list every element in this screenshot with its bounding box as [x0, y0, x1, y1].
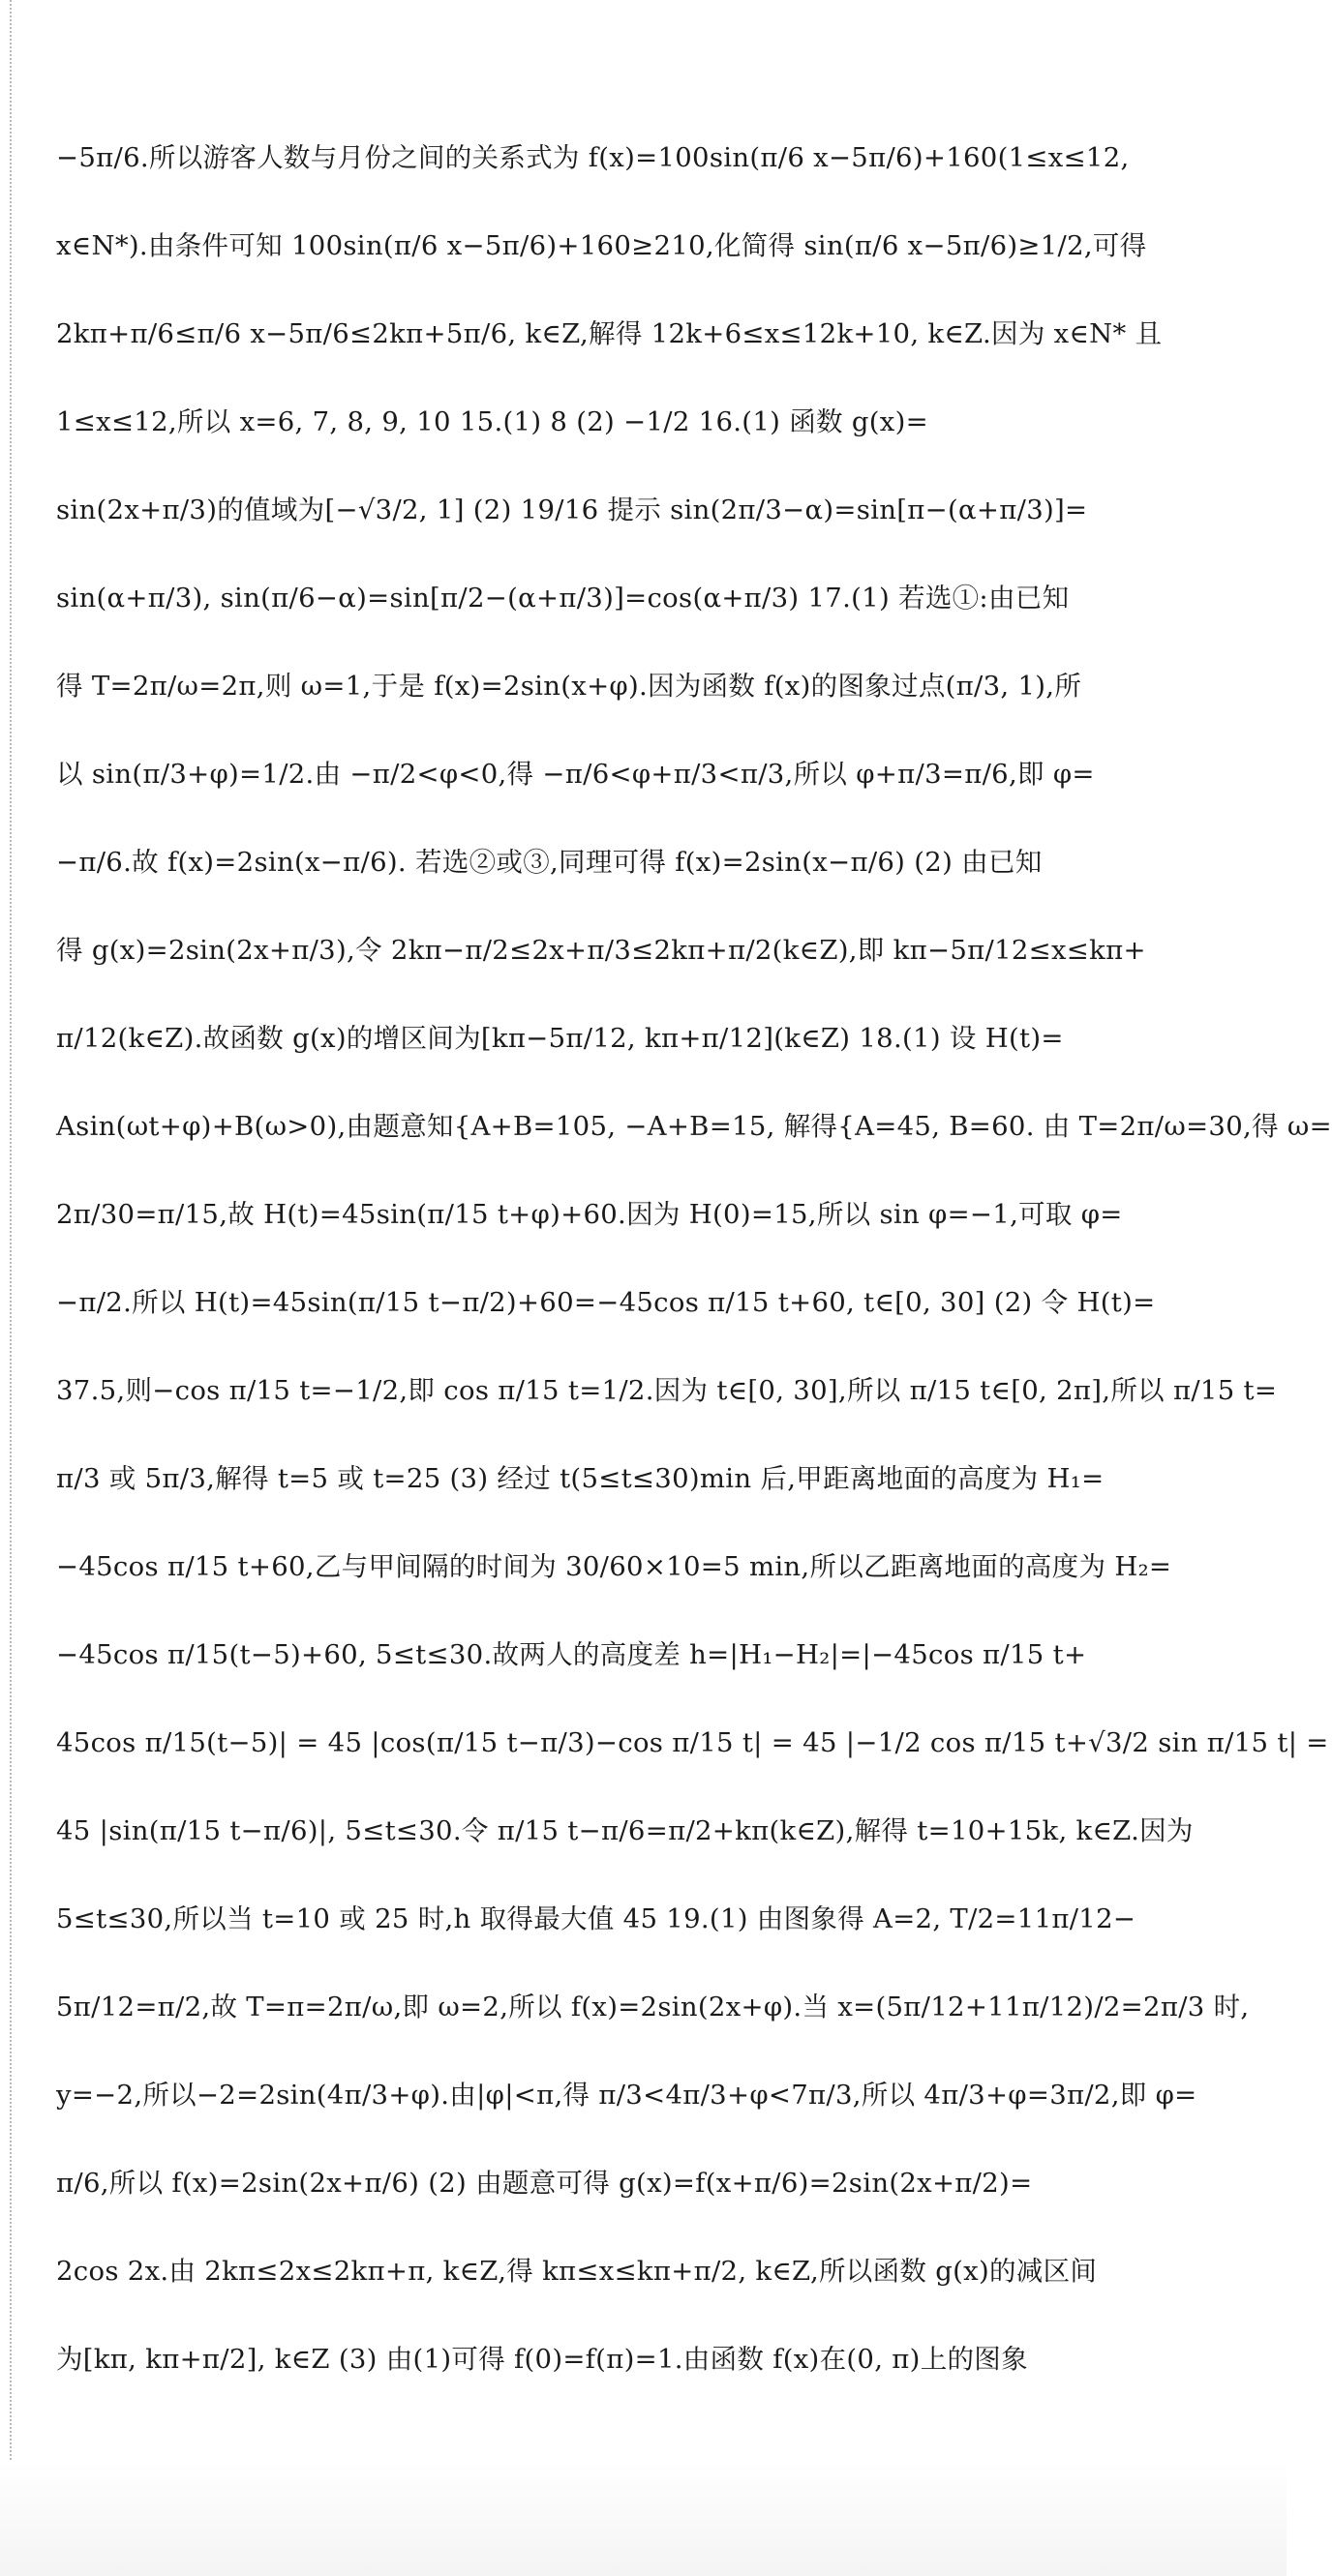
text-line: −45cos π/15 t+60,乙与甲间隔的时间为 30/60×10=5 min,所以乙距离地面的高度为 H₂= [56, 1550, 1172, 1582]
text-line: 以 sin(π/3+φ)=1/2.由 −π/2<φ<0,得 −π/6<φ+π/3<π/3,所以 φ+π/3=π/6,即 φ= [56, 758, 1095, 790]
text-line: −π/6.故 f(x)=2sin(x−π/6). 若选②或③,同理可得 f(x)=2sin(x−π/6) (2) 由已知 [56, 846, 1043, 878]
text-line: −5π/6.所以游客人数与月份之间的关系式为 f(x)=100sin(π/6 x−5π/6)+160(1≤x≤12, [56, 141, 1130, 173]
text-line: −45cos π/15(t−5)+60, 5≤t≤30.故两人的高度差 h=|H₁−H₂|=|−45cos π/15 t+ [56, 1638, 1087, 1670]
text-line: 5π/12=π/2,故 T=π=2π/ω,即 ω=2,所以 f(x)=2sin(2x+φ).当 x=(5π/12+11π/12)/2=2π/3 时, [56, 1991, 1250, 2022]
page-bottom-shade [0, 2460, 1287, 2576]
text-line: sin(2x+π/3)的值域为[−√3/2, 1] (2) 19/16 提示 sin(2π/3−α)=sin[π−(α+π/3)]= [56, 494, 1088, 525]
text-line: y=−2,所以−2=2sin(4π/3+φ).由|φ|<π,得 π/3<4π/3+φ<7π/3,所以 4π/3+φ=3π/2,即 φ= [56, 2079, 1197, 2111]
text-line: 45cos π/15(t−5)| = 45 |cos(π/15 t−π/3)−cos π/15 t| = 45 |−1/2 cos π/15 t+√3/2 sin π/15 t| = [56, 1726, 1329, 1758]
text-line: −π/2.所以 H(t)=45sin(π/15 t−π/2)+60=−45cos π/15 t+60, t∈[0, 30] (2) 令 H(t)= [56, 1286, 1156, 1318]
text-line: 5≤t≤30,所以当 t=10 或 25 时,h 取得最大值 45 19.(1) 由图象得 A=2, T/2=11π/12− [56, 1902, 1136, 1934]
text-line: π/12(k∈Z).故函数 g(x)的增区间为[kπ−5π/12, kπ+π/12](k∈Z) 18.(1) 设 H(t)= [56, 1022, 1064, 1054]
text-line: 得 T=2π/ω=2π,则 ω=1,于是 f(x)=2sin(x+φ).因为函数 f(x)的图象过点(π/3, 1),所 [56, 670, 1082, 702]
text-line: 2kπ+π/6≤π/6 x−5π/6≤2kπ+5π/6, k∈Z,解得 12k+6≤x≤12k+10, k∈Z.因为 x∈N* 且 [56, 317, 1163, 349]
answer-text-body [56, 114, 1332, 2404]
binding-margin-line [10, 0, 12, 2576]
text-line: 2cos 2x.由 2kπ≤2x≤2kπ+π, k∈Z,得 kπ≤x≤kπ+π/2, k∈Z,所以函数 g(x)的减区间 [56, 2255, 1098, 2287]
text-line: 2π/30=π/15,故 H(t)=45sin(π/15 t+φ)+60.因为 H(0)=15,所以 sin φ=−1,可取 φ= [56, 1198, 1123, 1230]
text-line: 45 |sin(π/15 t−π/6)|, 5≤t≤30.令 π/15 t−π/6=π/2+kπ(k∈Z),解得 t=10+15k, k∈Z.因为 [56, 1814, 1194, 1846]
text-line: π/3 或 5π/3,解得 t=5 或 t=25 (3) 经过 t(5≤t≤30)min 后,甲距离地面的高度为 H₁= [56, 1462, 1105, 1494]
text-line: 37.5,则−cos π/15 t=−1/2,即 cos π/15 t=1/2.因为 t∈[0, 30],所以 π/15 t∈[0, 2π],所以 π/15 t= [56, 1374, 1278, 1406]
text-line: 得 g(x)=2sin(2x+π/3),令 2kπ−π/2≤2x+π/3≤2kπ+π/2(k∈Z),即 kπ−5π/12≤x≤kπ+ [56, 934, 1146, 966]
text-line: sin(α+π/3), sin(π/6−α)=sin[π/2−(α+π/3)]=cos(α+π/3) 17.(1) 若选①:由已知 [56, 582, 1070, 614]
text-line: 为[kπ, kπ+π/2], k∈Z (3) 由(1)可得 f(0)=f(π)=1.由函数 f(x)在(0, π)上的图象 [56, 2343, 1028, 2375]
text-line: x∈N*).由条件可知 100sin(π/6 x−5π/6)+160≥210,化简得 sin(π/6 x−5π/6)≥1/2,可得 [56, 229, 1147, 261]
text-line: Asin(ωt+φ)+B(ω>0),由题意知{A+B=105, −A+B=15, 解得{A=45, B=60. 由 T=2π/ω=30,得 ω= [56, 1110, 1332, 1142]
text-line: 1≤x≤12,所以 x=6, 7, 8, 9, 10 15.(1) 8 (2) −1/2 16.(1) 函数 g(x)= [56, 405, 928, 437]
text-line: π/6,所以 f(x)=2sin(2x+π/6) (2) 由题意可得 g(x)=f(x+π/6)=2sin(2x+π/2)= [56, 2167, 1033, 2199]
